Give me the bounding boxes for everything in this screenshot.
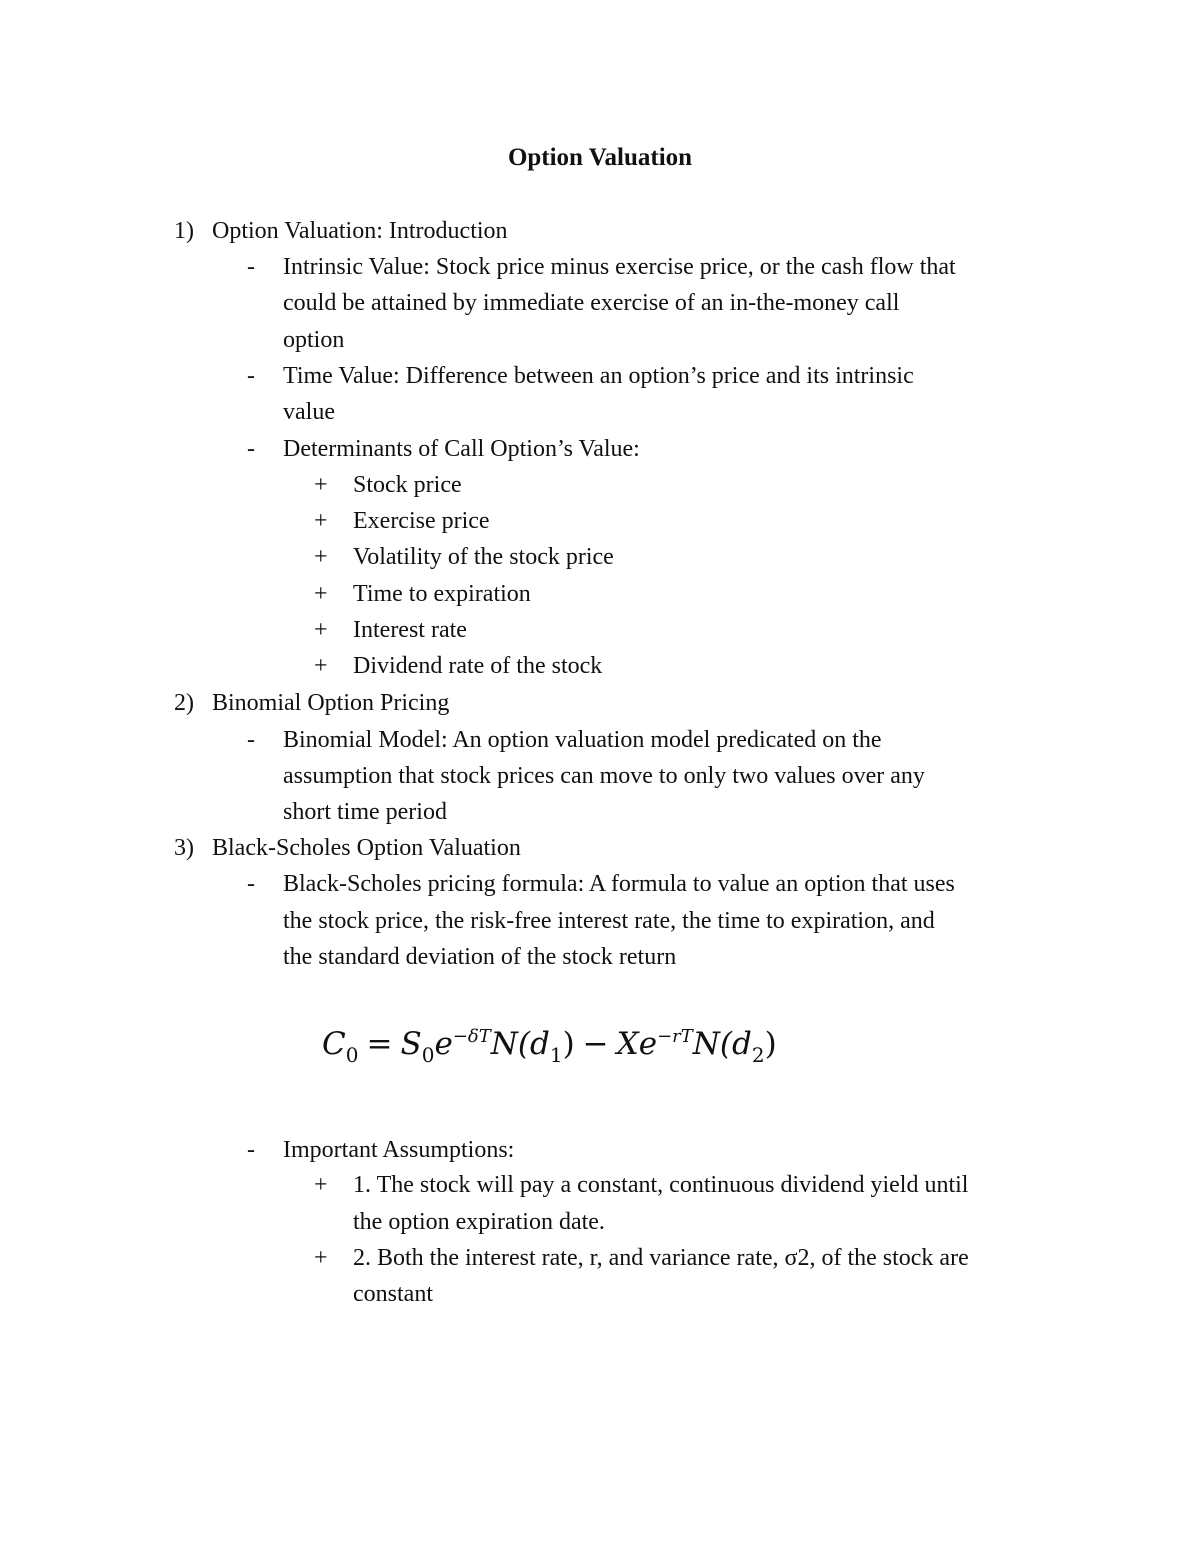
formula-var: d [529,1026,550,1062]
bullet-text-line: Important Assumptions: [283,1137,515,1163]
bullet-text-line: the standard deviation of the stock return [283,944,677,970]
subitem-text-line: 2. Both the interest rate, r, and variance rate, σ2, of the stock are [353,1245,969,1271]
bullet-text-line: the stock price, the risk-free interest rate, the time to expiration, and [283,908,935,934]
section-number: 2) [174,690,194,716]
section-heading: Black-Scholes Option Valuation [212,835,521,861]
formula-minus: − [582,1026,609,1062]
bullet-marker: - [247,727,255,753]
formula-equals: = [366,1026,393,1062]
subitem-text-line: constant [353,1281,433,1307]
formula-var: d [732,1026,752,1062]
bullet-text-line: assumption that stock prices can move to only two values over any [283,763,925,789]
formula-paren: ) [562,1026,575,1062]
bullet-text-line: Intrinsic Value: Stock price minus exercise price, or the cash flow that [283,254,956,280]
bullet-marker: - [247,436,255,462]
bullet-text-line: Binomial Model: An option valuation model predicated on the [283,727,882,753]
bullet-text-line: Determinants of Call Option’s Value: [283,436,640,462]
bullet-marker: - [247,254,255,280]
formula-func: N( [490,1026,530,1062]
formula-paren: ) [764,1026,777,1062]
bullet-text-line: Time Value: Difference between an option’s price and its intrinsic [283,363,914,389]
subitem-text-line: 1. The stock will pay a constant, continuous dividend yield until [353,1172,969,1198]
subitem-text-line: the option expiration date. [353,1209,605,1235]
subitem-marker: + [314,581,328,607]
subitem-marker: + [314,653,328,679]
formula-var: S [400,1026,422,1062]
section-number: 3) [174,835,194,861]
subitem-marker: + [314,544,328,570]
subitem-marker: + [314,1172,328,1198]
formula-var: C [322,1026,346,1062]
formula-var: X [616,1026,639,1062]
subitem-marker: + [314,617,328,643]
formula-func: N( [692,1026,733,1062]
formula-sub: 0 [345,1043,359,1067]
subitem-marker: + [314,508,328,534]
bullet-marker: - [247,871,255,897]
subitem-text-line: Dividend rate of the stock [353,653,603,679]
subitem-text-line: Interest rate [353,617,467,643]
subitem-text-line: Volatility of the stock price [353,544,614,570]
bullet-text-line: could be attained by immediate exercise of an in-the-money call [283,290,900,316]
formula-sub: 1 [549,1043,563,1067]
subitem-marker: + [314,1245,328,1271]
formula-exponent: −rT [657,1026,693,1047]
formula-exponent: −δT [452,1026,491,1047]
formula-var: e [638,1026,658,1062]
formula-var: e [434,1026,453,1062]
section-heading: Option Valuation: Introduction [212,218,508,244]
bullet-text-line: short time period [283,799,447,825]
formula-sub: 0 [421,1043,435,1067]
document-title: Option Valuation [507,144,693,171]
formula-sub: 2 [751,1043,765,1067]
subitem-text-line: Stock price [353,472,462,498]
black-scholes-formula [322,1024,777,1067]
bullet-text-line: Black-Scholes pricing formula: A formula to value an option that uses [283,871,955,897]
bullet-text-line: option [283,327,345,353]
subitem-text-line: Time to expiration [353,581,531,607]
bullet-marker: - [247,1137,255,1163]
bullet-text-line: value [283,399,335,425]
section-number: 1) [174,218,194,244]
subitem-marker: + [314,472,328,498]
bullet-marker: - [247,363,255,389]
section-heading: Binomial Option Pricing [212,690,450,716]
subitem-text-line: Exercise price [353,508,490,534]
